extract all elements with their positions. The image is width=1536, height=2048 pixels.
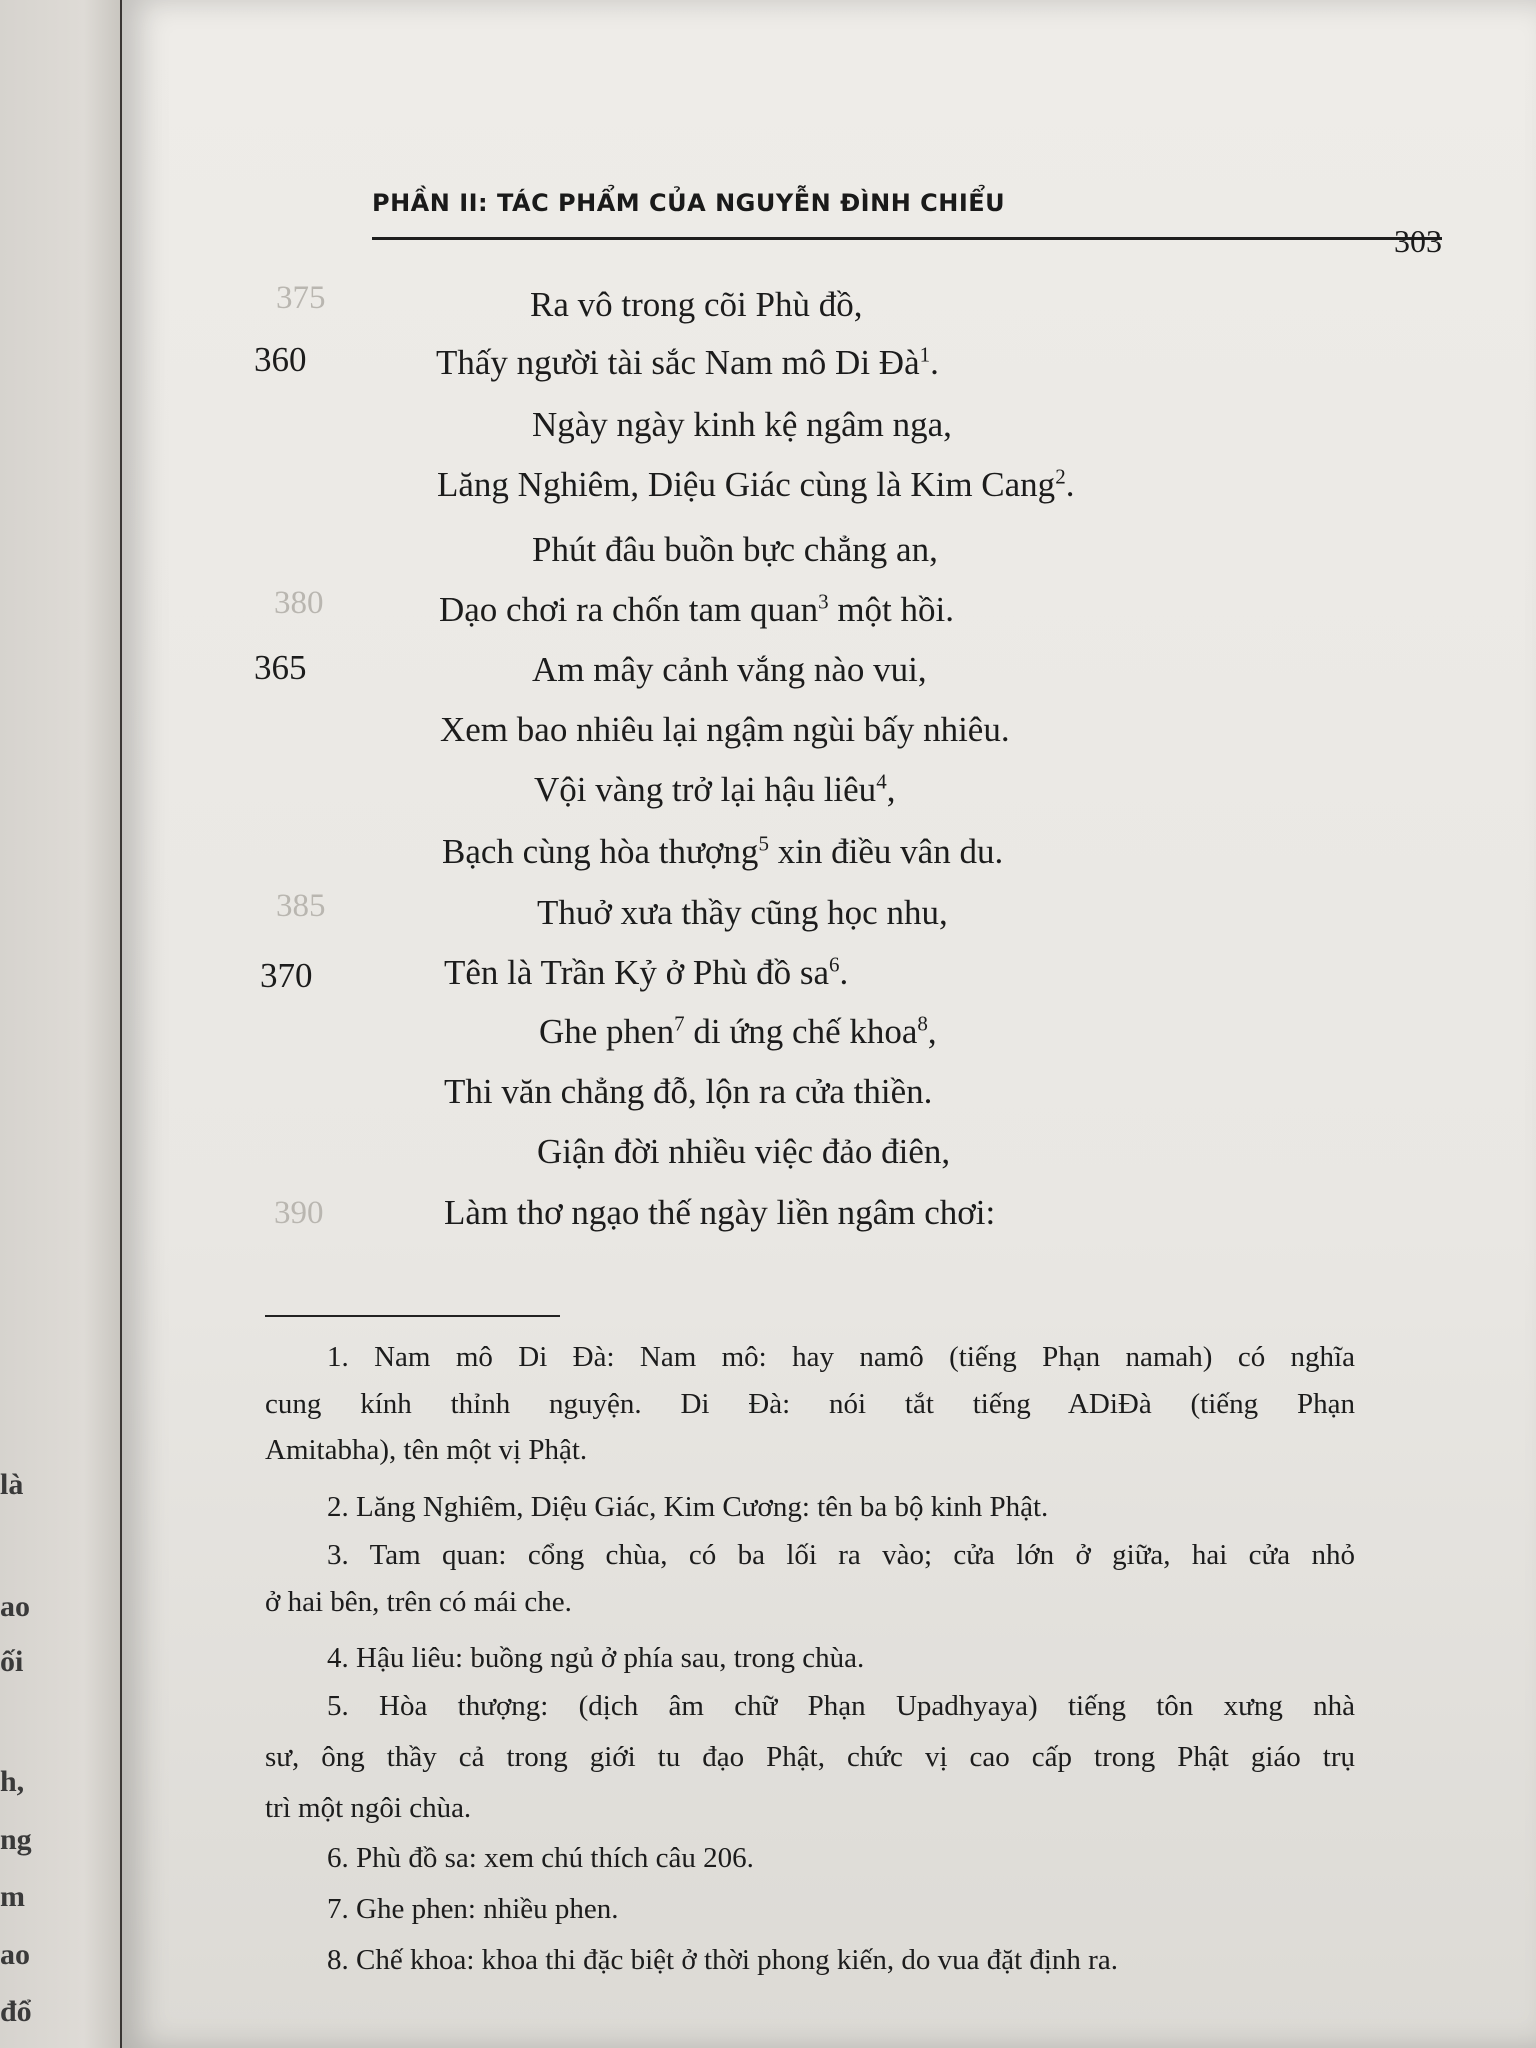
footnote-separator bbox=[265, 1315, 560, 1317]
verse-line: Ra vô trong cõi Phù đồ, bbox=[530, 285, 863, 324]
line-number: 365 bbox=[254, 648, 307, 687]
footnote-7: 7. Ghe phen: nhiều phen. bbox=[327, 1893, 619, 1925]
previous-page-edge bbox=[0, 0, 120, 2048]
section-title: PHẦN II: TÁC PHẨM CỦA NGUYỄN ĐÌNH CHIỂU bbox=[372, 189, 1006, 217]
footnote-4: 4. Hậu liêu: buồng ngủ ở phía sau, trong chùa. bbox=[327, 1642, 865, 1674]
verse-line: Thi văn chẳng đỗ, lộn ra cửa thiền. bbox=[444, 1072, 933, 1111]
show-through-number: 375 bbox=[276, 280, 326, 316]
verse-line: Ghe phen$^7$ di ứng chế khoa$^8$, bbox=[539, 1011, 937, 1051]
footnote-5-line-2: sư, ông thầy cả trong giới tu đạo Phật, chức vị cao cấp trong Phật giáo trụ bbox=[265, 1741, 1355, 1773]
left-fragment: đổ bbox=[0, 1995, 32, 2028]
verse-line: Thấy người tài sắc Nam mô Di $Đà^1$. bbox=[436, 342, 939, 382]
book-page bbox=[122, 0, 1536, 2048]
footnote-6: 6. Phù đồ sa: xem chú thích câu 206. bbox=[327, 1842, 754, 1874]
line-number: 370 bbox=[260, 956, 313, 995]
running-header bbox=[372, 185, 1442, 259]
footnote-1-line-1: 1. Nam mô Di Đà: Nam mô: hay namô (tiếng Phạn namah) có nghĩa bbox=[327, 1341, 1355, 1373]
left-fragment: ối bbox=[0, 1645, 24, 1678]
verse-line: Am mây cảnh vắng nào vui, bbox=[532, 650, 927, 689]
verse-line: Dạo chơi ra chốn tam quan$^3$ một hồi. bbox=[439, 589, 955, 629]
left-fragment: h, bbox=[0, 1765, 25, 1798]
verse-line: Xem bao nhiêu lại ngậm ngùi bấy nhiêu. bbox=[440, 710, 1010, 749]
footnote-1-line-2: cung kính thỉnh nguyện. Di Đà: nói tắt tiếng ADiĐà (tiếng Phạn bbox=[265, 1388, 1355, 1420]
verse-line: Ngày ngày kinh kệ ngâm nga, bbox=[532, 405, 952, 444]
page-number: 303 bbox=[1394, 223, 1442, 259]
left-fragment: m bbox=[0, 1880, 25, 1913]
verse-line: Thuở xưa thầy cũng học nhu, bbox=[537, 893, 948, 932]
line-number: 360 bbox=[254, 340, 307, 379]
footnote-1-line-3: Amitabha), tên một vị Phật. bbox=[265, 1434, 588, 1466]
left-fragment: là bbox=[0, 1468, 24, 1501]
footnote-3-line-1: 3. Tam quan: cổng chùa, có ba lối ra vào; cửa lớn ở giữa, hai cửa nhỏ bbox=[327, 1539, 1355, 1571]
footnote-5-line-1: 5. Hòa thượng: (dịch âm chữ Phạn Upadhyaya) tiếng tôn xưng nhà bbox=[327, 1690, 1355, 1722]
verse-line: Vội vàng trở lại hậu liêu$^4$, bbox=[534, 769, 896, 809]
left-fragment: ao bbox=[0, 1590, 30, 1623]
footnote-5-line-3: trì một ngôi chùa. bbox=[265, 1792, 472, 1824]
show-through-number: 390 bbox=[274, 1195, 324, 1231]
verse-line: Tên là Trần Kỷ ở Phù đồ $sa^6$. bbox=[444, 952, 849, 992]
footnote-2: 2. Lăng Nghiêm, Diệu Giác, Kim Cương: tên ba bộ kinh Phật. bbox=[327, 1491, 1049, 1523]
show-through-number: 385 bbox=[276, 888, 326, 924]
show-through-number: 380 bbox=[274, 585, 324, 621]
verse-line: Phút đâu buồn bực chẳng an, bbox=[532, 530, 938, 569]
verse-line: Giận đời nhiều việc đảo điên, bbox=[537, 1132, 951, 1171]
verse-line: Lăng Nghiêm, Diệu Giác cùng là Kim Cang$^2$. bbox=[437, 464, 1075, 504]
left-fragment: ao bbox=[0, 1938, 30, 1971]
verse-line: Làm thơ ngạo thế ngày liền ngâm chơi: bbox=[444, 1193, 996, 1232]
left-fragment: ng bbox=[0, 1823, 32, 1856]
footnote-3-line-2: ở hai bên, trên có mái che. bbox=[265, 1586, 572, 1618]
footnote-8: 8. Chế khoa: khoa thi đặc biệt ở thời phong kiến, do vua đặt định ra. bbox=[327, 1944, 1118, 1976]
verse-line: Bạch cùng hòa thượng$^5$ xin điều vân du. bbox=[442, 831, 1004, 871]
